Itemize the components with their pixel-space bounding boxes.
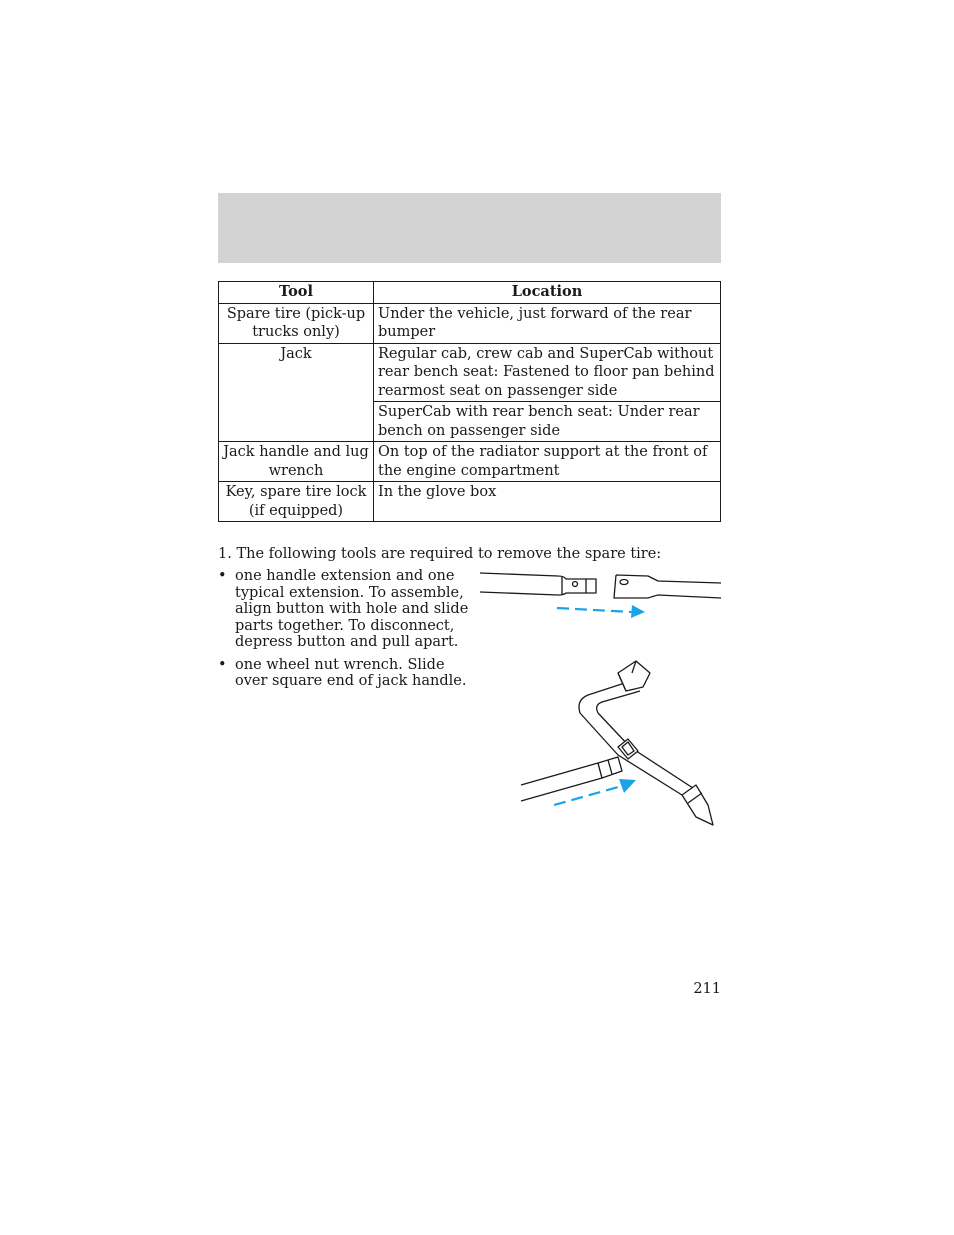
location-cell: SuperCab with rear bench seat: Under rear bench on passenger side — [374, 402, 721, 442]
list-item — [218, 568, 470, 651]
tool-cell: Jack — [219, 343, 374, 442]
bullet-icon: • — [218, 568, 227, 584]
bullet-icon: • — [218, 656, 227, 673]
handle-extension-figure — [478, 565, 723, 625]
tool-cell: Spare tire (pick-up trucks only) — [219, 303, 374, 343]
column-header-location: Location — [374, 282, 721, 304]
location-cell: Under the vehicle, just forward of the rear bumper — [374, 303, 721, 343]
lug-wrench-figure — [518, 655, 723, 830]
location-cell: On top of the radiator support at the front of the engine compartment — [374, 442, 721, 482]
table-row — [219, 442, 721, 482]
table-row — [219, 343, 721, 402]
table-header-row — [219, 282, 721, 304]
table-row — [219, 303, 721, 343]
page-number: 211 — [693, 981, 721, 997]
tool-cell: Key, spare tire lock (if equipped) — [219, 482, 374, 522]
tool-cell: Jack handle and lug wrench — [219, 442, 374, 482]
location-cell: Regular cab, crew cab and SuperCab without rear bench seat: Fastened to floor pan behind rearmost seat on passenger side — [374, 343, 721, 402]
list-item — [218, 657, 470, 690]
step-1-text: 1. The following tools are required to remove the spare tire: — [218, 546, 662, 562]
tool-bullet-list — [218, 568, 470, 696]
bullet-text: one handle extension and one typical extension. To assemble, align button with hole and slide parts together. To disconnect, depress button and pull apart. — [235, 568, 469, 650]
table-row — [219, 482, 721, 522]
bullet-text: one wheel nut wrench. Slide over square end of jack handle. — [235, 656, 467, 689]
column-header-tool: Tool — [219, 282, 374, 304]
tool-location-table — [218, 281, 721, 522]
location-cell: In the glove box — [374, 482, 721, 522]
section-header-band — [218, 193, 721, 263]
